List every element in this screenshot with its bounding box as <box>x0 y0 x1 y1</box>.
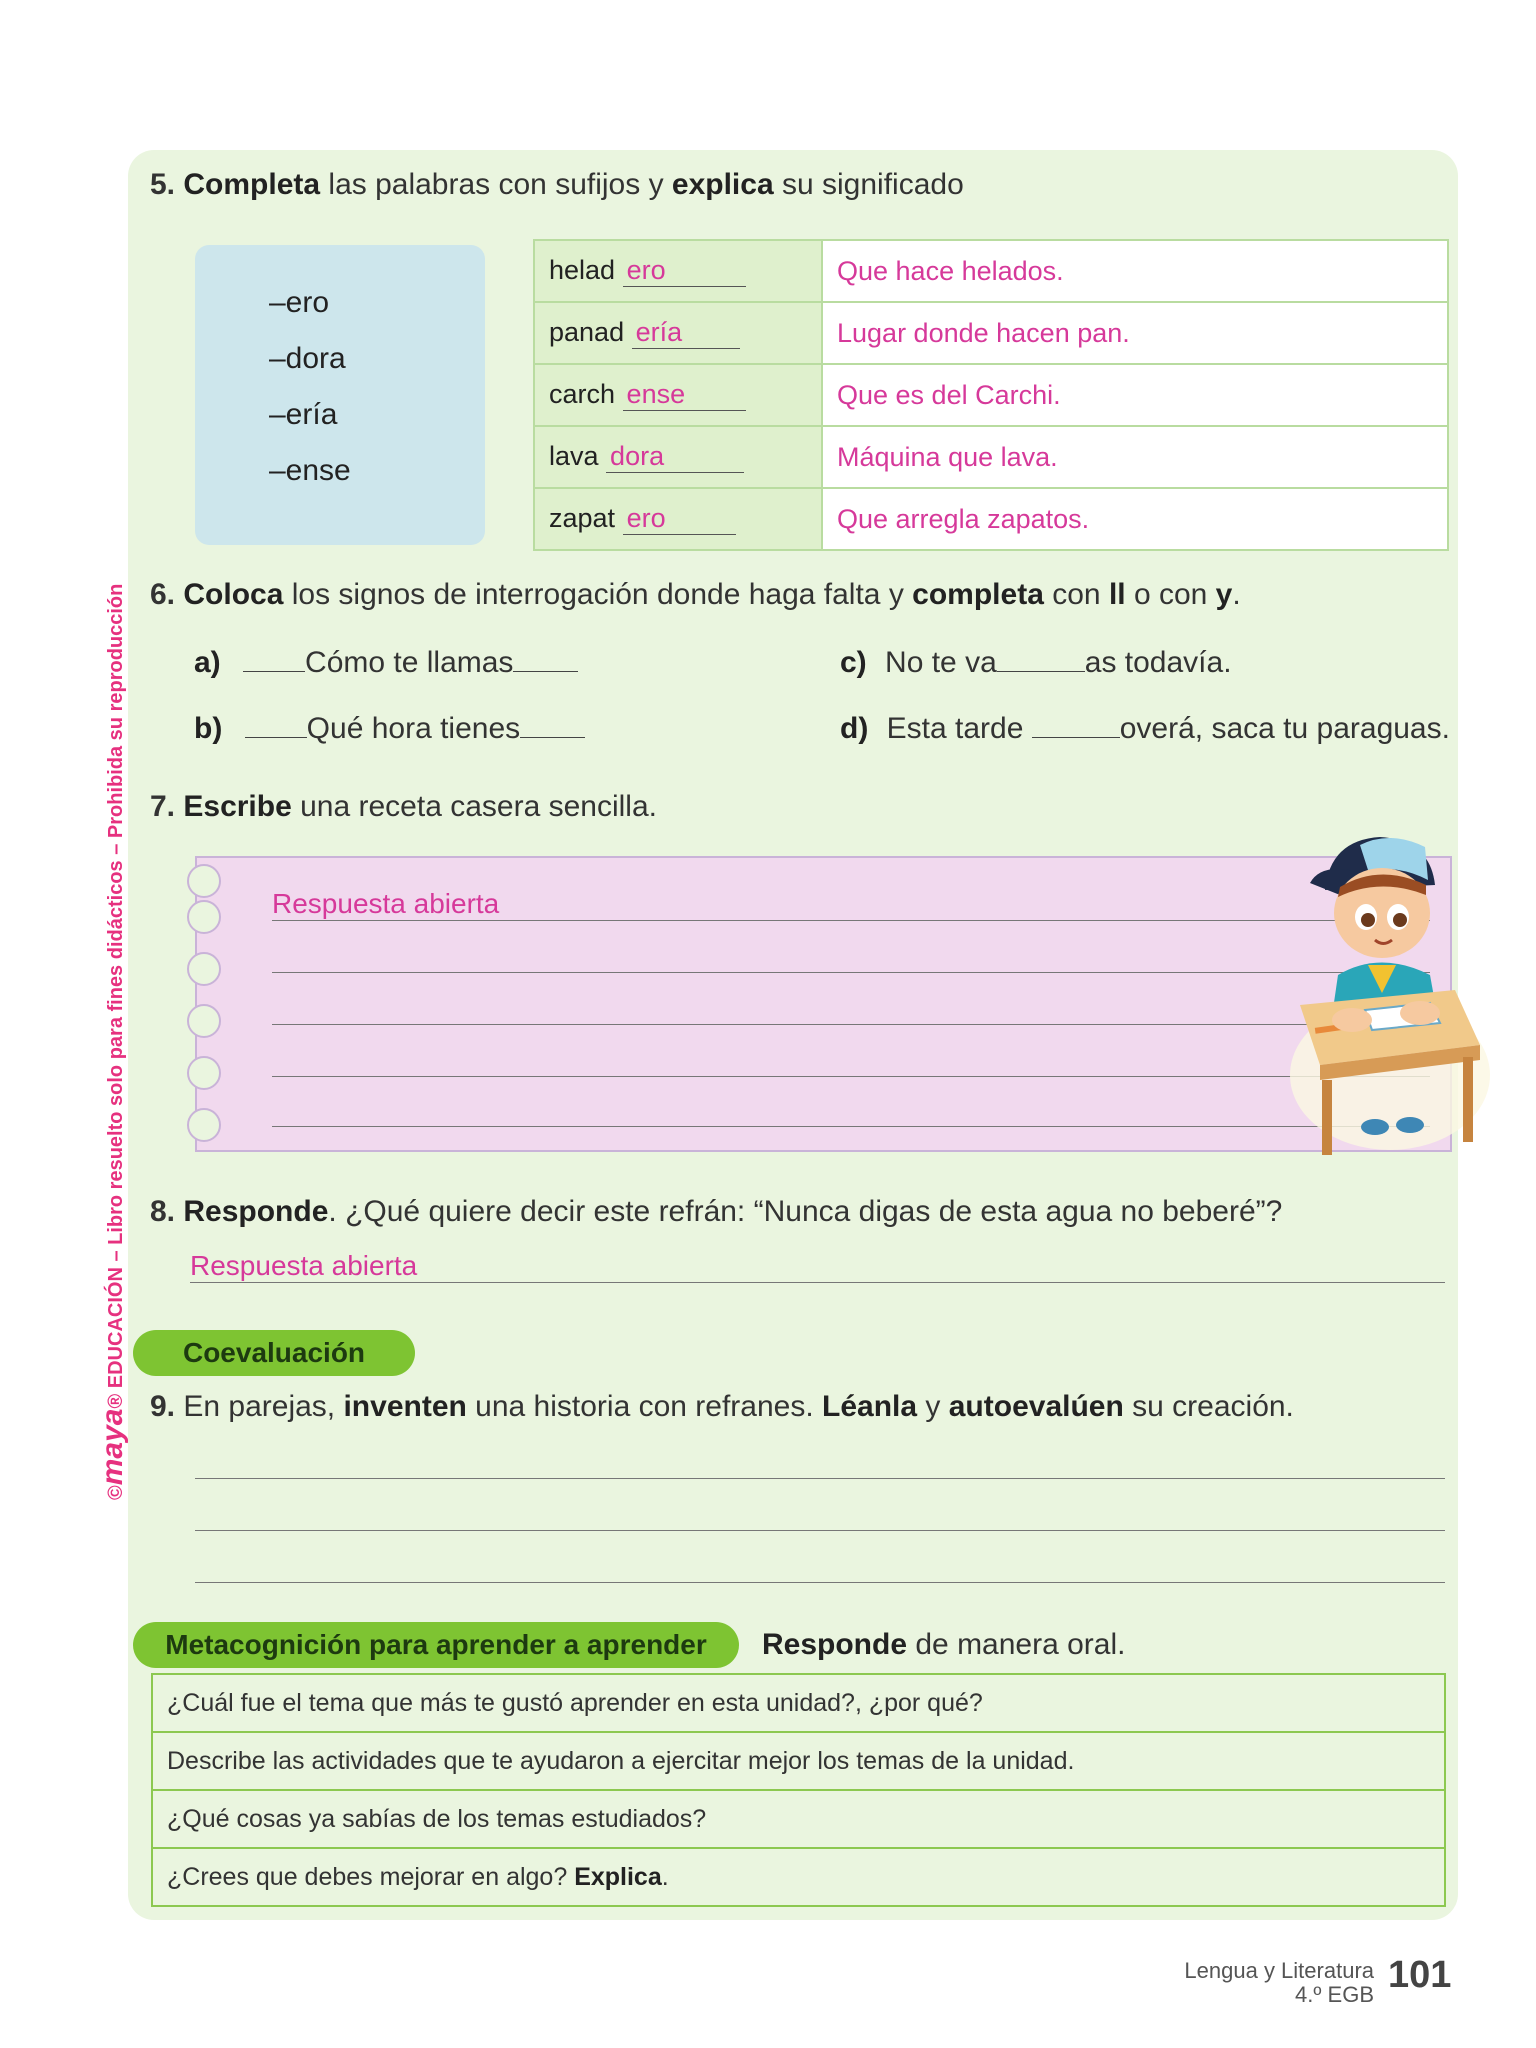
q6-bold-ll: ll <box>1108 578 1126 611</box>
item-label: d) <box>840 712 869 745</box>
question-text: ¿Crees que debes mejorar en algo? <box>167 1862 575 1891</box>
q7-number: 7. <box>150 790 176 823</box>
question-verb: Explica <box>574 1862 662 1891</box>
suffix-answer[interactable]: ería <box>632 317 740 349</box>
meaning-cell: Lugar donde hacen pan. <box>822 302 1448 364</box>
q7-heading <box>150 790 657 824</box>
q6-item-d <box>840 712 1450 746</box>
child-writing-illustration <box>1280 825 1495 1155</box>
item-text: Qué hora tienes <box>306 712 521 745</box>
meaning-cell: Que arregla zapatos. <box>822 488 1448 550</box>
answer-line[interactable] <box>195 1582 1445 1583</box>
suffix-answer[interactable]: ero <box>623 503 736 535</box>
blank-line[interactable] <box>997 647 1085 672</box>
q9-text-1: En parejas, <box>183 1390 344 1423</box>
q6-text-2: con <box>1043 578 1109 611</box>
table-row <box>534 302 1448 364</box>
writing-line <box>272 972 1430 973</box>
page-number: 101 <box>1388 1954 1452 1996</box>
metacognition-badge: Metacognición para aprender a aprender <box>133 1622 739 1668</box>
metacognition-table <box>151 1673 1446 1907</box>
q5-verb-2: explica <box>671 168 774 201</box>
notebook-ring <box>187 1004 221 1038</box>
word-cell <box>534 240 822 302</box>
metacognition-instruction <box>762 1628 1125 1662</box>
word-stem: helad <box>549 255 616 285</box>
word-stem: lava <box>549 441 599 471</box>
q6-item-b <box>194 712 585 746</box>
word-stem: panad <box>549 317 625 347</box>
blank-line[interactable] <box>513 647 578 672</box>
coevaluation-badge: Coevaluación <box>133 1330 415 1376</box>
suffix-answer[interactable]: ense <box>623 379 746 411</box>
blank-line[interactable] <box>520 713 585 738</box>
table-row <box>152 1674 1445 1732</box>
reflection-question: ¿Cuál fue el tema que más te gustó aprender en esta unidad?, ¿por qué? <box>152 1674 1445 1732</box>
table-row <box>152 1732 1445 1790</box>
q9-number: 9. <box>150 1390 176 1423</box>
q6-verb-2: completa <box>912 578 1044 611</box>
notebook-writing-area[interactable] <box>195 856 1452 1152</box>
item-label: c) <box>840 646 867 679</box>
brand-logo: maya <box>96 1408 129 1486</box>
q8-text: . ¿Qué quiere decir este refrán: “Nunca digas de esta agua no beberé”? <box>328 1195 1283 1228</box>
instruction-text: de manera oral. <box>907 1628 1126 1661</box>
word-cell <box>534 364 822 426</box>
instruction-verb: Responde <box>762 1628 908 1661</box>
writing-line <box>272 920 1430 921</box>
word-cell <box>534 426 822 488</box>
item-text: Esta tarde <box>886 712 1032 745</box>
item-text: No te va <box>885 646 997 679</box>
suffix-item: –ero <box>269 286 330 319</box>
meaning-cell: Máquina que lava. <box>822 426 1448 488</box>
q6-heading <box>150 578 1241 612</box>
footer-subject <box>1184 1959 1374 2007</box>
q7-answer-text: Respuesta abierta <box>272 888 500 919</box>
answer-line[interactable] <box>190 1282 1445 1283</box>
table-row <box>534 488 1448 550</box>
item-text: Cómo te llamas <box>305 646 514 679</box>
copyright-side-text <box>96 584 130 1500</box>
q9-verb-1: inventen <box>343 1390 467 1423</box>
blank-line[interactable] <box>1032 713 1120 738</box>
q6-number: 6. <box>150 578 176 611</box>
q6-text-1: los signos de interrogación donde haga falta y <box>283 578 913 611</box>
q5-text-2: su significado <box>773 168 964 201</box>
word-stem: zapat <box>549 503 616 533</box>
suffix-box <box>195 245 485 545</box>
q9-verb-3: autoevalúen <box>948 1390 1124 1423</box>
grade-level: 4.º EGB <box>1295 1982 1374 2007</box>
copyright-symbol: © <box>105 1485 127 1500</box>
q7-text: una receta casera sencilla. <box>291 790 657 823</box>
q9-text-2: una historia con refranes. <box>466 1390 823 1423</box>
suffix-answer[interactable]: ero <box>623 255 746 287</box>
table-row <box>534 426 1448 488</box>
q8-number: 8. <box>150 1195 176 1228</box>
q8-heading <box>150 1195 1282 1229</box>
q9-text-4: su creación. <box>1123 1390 1294 1423</box>
notebook-ring <box>187 1108 221 1142</box>
word-cell <box>534 488 822 550</box>
q6-verb-1: Coloca <box>183 578 284 611</box>
answer-line[interactable] <box>195 1530 1445 1531</box>
table-row <box>534 364 1448 426</box>
q8-verb: Responde <box>183 1195 329 1228</box>
side-text-rest: ® EDUCACIÓN – Libro resuelto solo para fines didácticos – Prohibida su reproducción <box>105 583 127 1409</box>
suffix-table <box>533 239 1449 551</box>
notebook-ring <box>187 952 221 986</box>
table-row <box>534 240 1448 302</box>
q6-text-4: . <box>1232 578 1241 611</box>
table-row <box>152 1790 1445 1848</box>
item-text: overá, saca tu paraguas. <box>1119 712 1450 745</box>
reflection-question <box>152 1848 1445 1906</box>
notebook-ring <box>187 900 221 934</box>
q9-heading <box>150 1390 1294 1424</box>
subject-name: Lengua y Literatura <box>1184 1958 1374 1983</box>
q5-verb-1: Completa <box>183 168 321 201</box>
q9-text-3: y <box>917 1390 949 1423</box>
blank-line[interactable] <box>243 647 305 672</box>
suffix-item: –ense <box>269 454 351 487</box>
q8-answer-text: Respuesta abierta <box>190 1250 418 1281</box>
writing-line <box>272 1126 1430 1127</box>
suffix-item: –dora <box>269 342 346 375</box>
word-cell <box>534 302 822 364</box>
reflection-question: Describe las actividades que te ayudaron a ejercitar mejor los temas de la unidad. <box>152 1732 1445 1790</box>
q6-text-3: o con <box>1125 578 1216 611</box>
notebook-ring <box>187 864 221 898</box>
word-stem: carch <box>549 379 616 409</box>
q5-heading <box>150 168 964 202</box>
question-end: . <box>661 1862 669 1891</box>
writing-line <box>272 1024 1430 1025</box>
suffix-item: –ería <box>269 398 338 431</box>
q6-item-a <box>194 646 578 680</box>
q7-verb: Escribe <box>183 790 292 823</box>
q9-verb-2: Léanla <box>822 1390 918 1423</box>
reflection-question: ¿Qué cosas ya sabías de los temas estudiados? <box>152 1790 1445 1848</box>
meaning-cell: Que es del Carchi. <box>822 364 1448 426</box>
q6-item-c <box>840 646 1232 680</box>
notebook-ring <box>187 1056 221 1090</box>
answer-line[interactable] <box>195 1478 1445 1479</box>
blank-line[interactable] <box>245 713 307 738</box>
item-label: b) <box>194 712 223 745</box>
meaning-cell: Que hace helados. <box>822 240 1448 302</box>
item-label: a) <box>194 646 221 679</box>
writing-line <box>272 1076 1430 1077</box>
suffix-answer[interactable]: dora <box>606 441 744 473</box>
q6-bold-y: y <box>1215 578 1233 611</box>
q5-text-1: las palabras con sufijos y <box>320 168 672 201</box>
q5-number: 5. <box>150 168 176 201</box>
item-text: as todavía. <box>1084 646 1232 679</box>
table-row <box>152 1848 1445 1906</box>
